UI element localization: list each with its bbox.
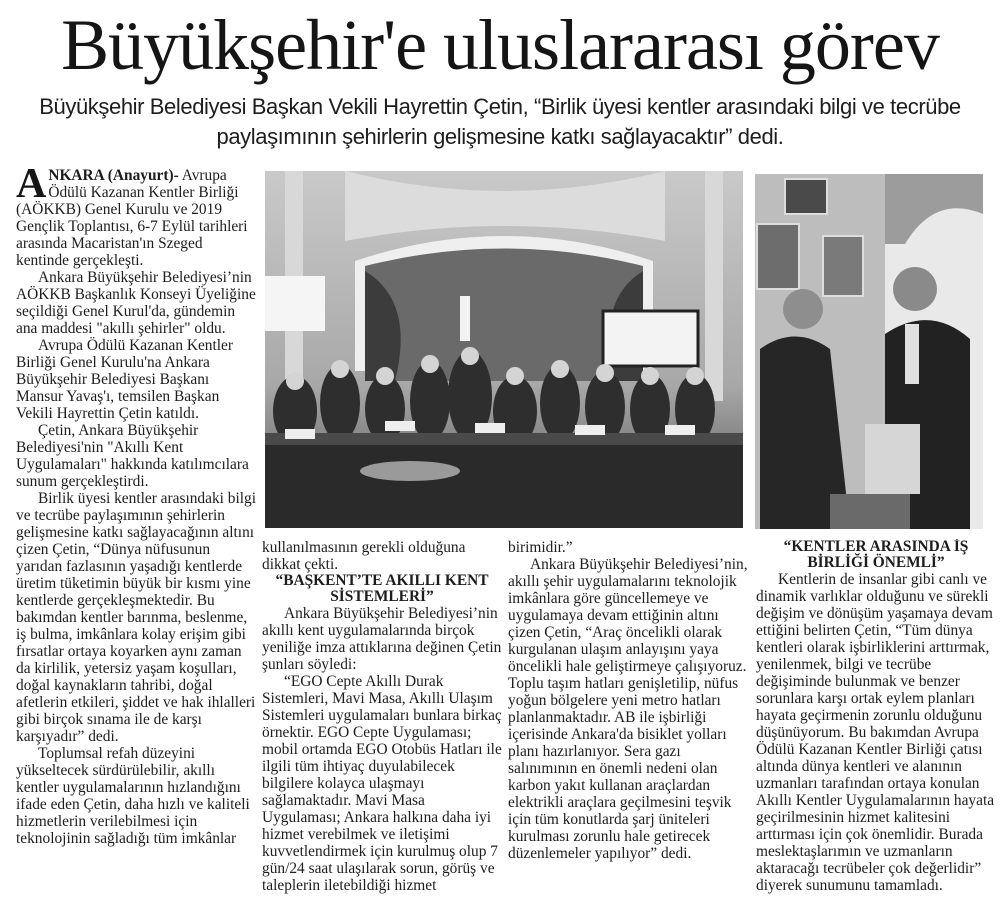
paragraph: Birlik üyesi kentler arasındaki bilgi ve tecrübe paylaşımının şehirlerin gelişmesine katkı sağlayacağının altını çizen Çetin, “Dünya nüfusunun yarıdan fazlasının yaşadığı kentlerde üretim tüketimin büyük bir kısmı yine kentlerde gerçekleşmektedir. Bu bakımdan kentler barınma, beslenme, iş bulma, imkânlara kolay erişim gibi fırsatlar ortaya koyarken aynı zaman da kirlilik, yetersiz yaşam koşulları, doğal kaynakların tahribi, doğal afetlerin etkileri, şiddet ve hak ihlalleri gibi birçok sınama ile de karşı karşıyadır” dedi. bbox=[16, 490, 256, 745]
paragraph: Ankara Büyükşehir Belediyesi’nin, akıllı şehir uygulamalarını teknolojik imkânlara göre güncellemeye ve uygulamaya devam ettiğinin altını çizen Çetin, “Araç öncelikli olarak kurgulanan ulaşım anlayışını yaya öncelikli hale geliştirmeye çalışıyoruz. Toplu taşım hatları genişletilip, nüfus yoğun bölgelere yeni metro hatları planlanmaktadır. AB ile işbirliği içerisinde Ankara'da bisiklet yolları planı hazırlanıyor. Sera gazı salınımının en önemli nedeni olan karbon yakıt kullanan araçlardan elektrikli araçlara geçilmesini teşvik için tüm konutlarda şarj üniteleri kurulması zorunlu hale getirecek düzenlemeler yapılıyor” dedi. bbox=[508, 556, 748, 862]
lead-paragraph bbox=[16, 167, 256, 269]
headline: Büyükşehir'e uluslararası görev bbox=[61, 5, 939, 85]
article-column-3 bbox=[508, 539, 750, 905]
photo-handshake-image bbox=[755, 174, 983, 529]
paragraph: Ankara Büyükşehir Belediyesi’nin akıllı kent uygulamalarında birçok yeniliğe imza attıklarına değinen Çetin şunları söyledi: bbox=[262, 605, 502, 673]
paragraph: Avrupa Ödülü Kazanan Kentler Birliği Genel Kurulu'na Ankara Büyükşehir Belediyesi Başkanı Mansur Yavaş'ı, temsilen Başkan Vekili Hayrettin Çetin katıldı. bbox=[16, 337, 234, 422]
dateline: NKARA (Anayurt)- bbox=[48, 167, 179, 184]
paragraph: Kentlerin de insanlar gibi canlı ve dinamik varlıklar olduğunu ve sürekli değişim ve dönüşüm yaşamaya devam ettiğini belirten Çetin, “Tüm dünya kentleri olarak işbirliklerini arttırmak, yenilenmek, bilgi ve tecrübe değişiminde bulunmak ve benzer sorunlara karşı ortak eylem planları hayata geçirmenin zorunlu olduğunu düşünüyorum. Bu bakımdan Avrupa Ödülü Kazanan Kentler Birliği çatısı altında dünya kentleri ve alanının uzmanları tarafından ortaya konulan Akıllı Kentler Uygulamalarının hayata geçirilmesinin hizmet kalitesini arttırması için çok önemlidir. Burada meslektaşlarımın ve uzmanların aktaracağı tecrübeler çok değerlidir” diyerek sunumunu tamamladı. bbox=[756, 571, 995, 894]
photo-group-image bbox=[265, 171, 743, 528]
section-heading: “BAŞKENT’TE AKILLI KENT SİSTEMLERİ” bbox=[275, 572, 489, 605]
photo-group-council-hall bbox=[265, 171, 743, 528]
subheadline: Büyükşehir Belediyesi Başkan Vekili Hayrettin Çetin, “Birlik üyesi kentler arasındaki bilgi ve tecrübe paylaşımının şehirlerin gelişmesine katkı sağlayacaktır” dedi. bbox=[39, 94, 961, 149]
article-column-1 bbox=[16, 167, 256, 905]
article-column-4 bbox=[756, 539, 996, 905]
paragraph: Ankara Büyükşehir Belediyesi’nin AÖKKB Başkanlık Konseyi Üyeliğine seçildiği Genel Kurul'da, gündemin ana maddesi "akıllı şehirler" oldu. bbox=[16, 269, 256, 337]
paragraph-text: Avrupa Ödülü Kazanan Kentler Birliği (AÖKKB) Genel Kurulu ve 2019 Gençlik Toplantısı, 6-7 Eylül tarihleri arasında Macaristan'ın Szeged kentinde gerçekleşti. bbox=[16, 167, 248, 269]
photo-handshake bbox=[755, 174, 983, 529]
paragraph: “EGO Cepte Akıllı Durak Sistemleri, Mavi Masa, Akıllı Ulaşım Sistemleri uygulamaları bunlara birkaç örnektir. EGO Cepte Uygulaması; mobil ortamda EGO Otobüs Hatları ile ilgili tüm ihtiyaç duyulabilecek bilgilere kolayca ulaşmayı sağlamaktadır. Mavi Masa Uygulaması; Ankara halkına daha iyi hizmet verebilmek ve iletişimi kuvvetlendirmek için kurulmuş olup 7 gün/24 saat ulaşılarak sorun, görüş ve taleplerin iletebildiği hizmet bbox=[262, 673, 502, 894]
paragraph: birimidir.” bbox=[508, 539, 573, 556]
dropcap: A bbox=[16, 167, 47, 207]
article-column-2 bbox=[262, 539, 502, 905]
paragraph: Çetin, Ankara Büyükşehir Belediyesi'nin "Akıllı Kent Uygulamaları" hakkında katılımcılara sunum gerçekleştirdi. bbox=[16, 422, 249, 490]
section-heading: “KENTLER ARASINDA İŞ BİRLİĞİ ÖNEMLİ” bbox=[783, 539, 969, 571]
paragraph: kullanılmasının gerekli olduğuna dikkat çekti. bbox=[262, 539, 466, 573]
paragraph: Toplumsal refah düzeyini yükseltecek sürdürülebilir, akıllı kentler uygulamalarının hızlandığını ifade eden Çetin, daha hızlı ve kaliteli hizmetlerin verilebilmesi için teknolojinin sağladığı tüm imkânlar bbox=[16, 745, 250, 847]
